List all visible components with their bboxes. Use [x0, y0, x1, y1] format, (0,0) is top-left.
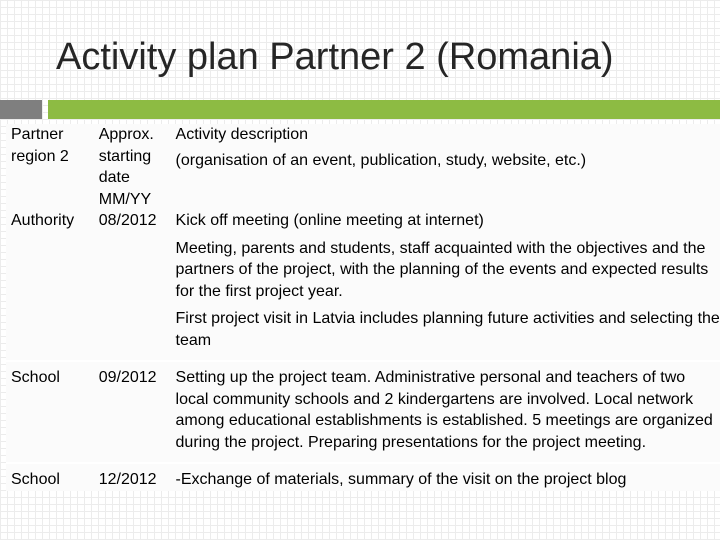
header-activity-title: Activity description — [175, 126, 309, 143]
description-paragraph: Setting up the project team. Administrative personal and teachers of two local community schools and 2 kindergartens are involved. Local network among educational establishments is established. 5 meetings are organized during the project. Preparing presentations for the project meeting. — [175, 369, 713, 451]
row-partner: Authority — [6, 210, 99, 361]
slide-title: Activity plan Partner 2 (Romania) — [56, 36, 614, 78]
table-row — [6, 210, 720, 361]
header-activity-subtitle: (organisation of an event, publication, study, website, etc.) — [175, 151, 587, 169]
row-date: 09/2012 — [99, 361, 176, 463]
title-underline-green-bar — [48, 100, 720, 119]
row-date: 12/2012 — [99, 463, 176, 491]
table-row — [6, 361, 720, 463]
activity-plan-table — [6, 124, 720, 491]
row-description — [176, 361, 720, 463]
header-partner-region: Partner region 2 — [6, 124, 99, 210]
description-paragraph: Kick off meeting (online meeting at internet) — [175, 212, 484, 229]
row-description — [176, 463, 720, 491]
row-date: 08/2012 — [99, 210, 176, 361]
title-underline-gray-bar — [0, 100, 42, 119]
description-paragraph: -Exchange of materials, summary of the visit on the project blog — [175, 471, 627, 488]
table-row — [6, 463, 720, 491]
row-description — [176, 210, 720, 361]
description-paragraph: First project visit in Latvia includes planning future activities and selecting the team — [175, 310, 720, 349]
row-partner: School — [6, 463, 99, 491]
row-partner: School — [6, 361, 99, 463]
header-starting-date: Approx. starting date MM/YY — [99, 124, 176, 210]
table-header-row — [6, 124, 720, 210]
header-activity-description — [176, 124, 720, 210]
description-paragraph: Meeting, parents and students, staff acquainted with the objectives and the partners of the project, with the planning of the events and expected results for the first project year. — [175, 239, 709, 300]
